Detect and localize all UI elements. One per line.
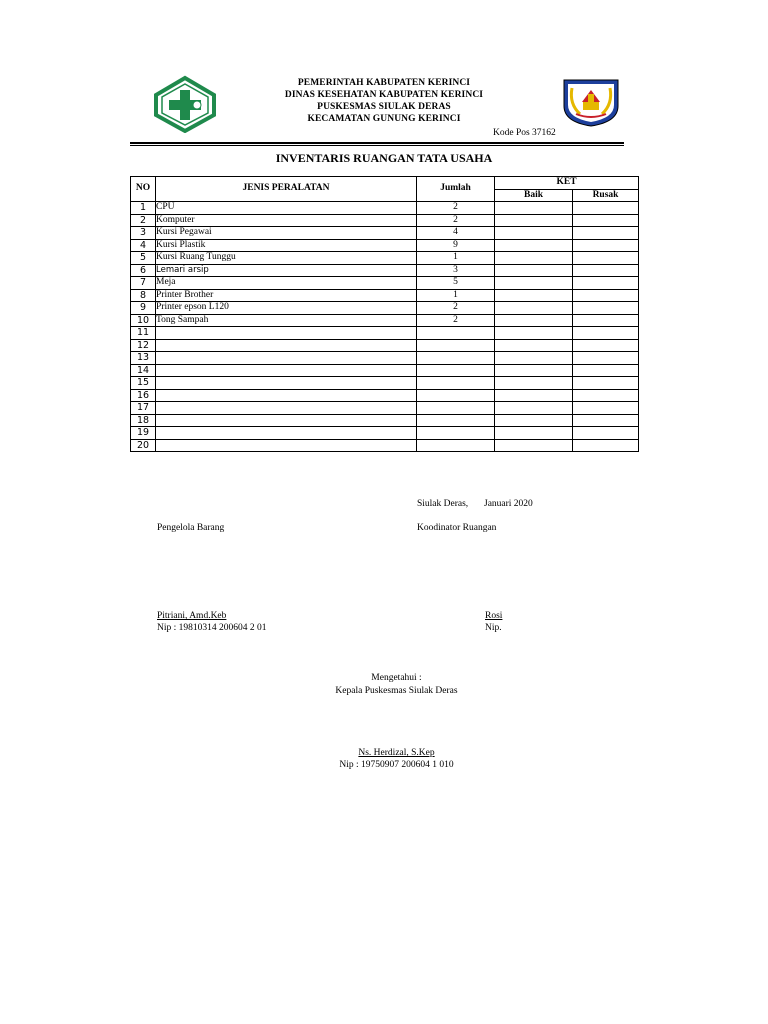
row-no: 9 xyxy=(131,302,156,315)
table-row xyxy=(131,352,639,365)
row-qty xyxy=(417,414,495,427)
row-rusak xyxy=(573,414,639,427)
row-qty xyxy=(417,377,495,390)
row-no: 16 xyxy=(131,389,156,402)
table-row xyxy=(131,264,639,277)
row-item xyxy=(156,327,417,340)
approval-label: Mengetahui : xyxy=(371,673,422,683)
row-no: 3 xyxy=(131,227,156,240)
header-line-2: DINAS KESEHATAN KABUPATEN KERINCI xyxy=(284,90,484,100)
col-header-item: JENIS PERALATAN xyxy=(156,177,417,202)
row-item: Printer Brother xyxy=(156,289,417,302)
row-rusak xyxy=(573,389,639,402)
table-row xyxy=(131,402,639,415)
row-baik xyxy=(495,314,573,327)
row-baik xyxy=(495,377,573,390)
row-rusak xyxy=(573,377,639,390)
table-row xyxy=(131,364,639,377)
table-row xyxy=(131,227,639,240)
col-header-baik: Baik xyxy=(495,189,573,202)
row-qty: 5 xyxy=(417,277,495,290)
row-baik xyxy=(495,352,573,365)
table-row xyxy=(131,339,639,352)
header-divider-thin xyxy=(130,145,624,146)
row-baik xyxy=(495,289,573,302)
row-qty xyxy=(417,427,495,440)
row-baik xyxy=(495,302,573,315)
row-no: 17 xyxy=(131,402,156,415)
sign-date: Januari 2020 xyxy=(484,499,533,509)
row-rusak xyxy=(573,239,639,252)
row-no: 11 xyxy=(131,327,156,340)
table-row xyxy=(131,314,639,327)
row-baik xyxy=(495,439,573,452)
row-rusak xyxy=(573,214,639,227)
row-rusak xyxy=(573,252,639,265)
row-item xyxy=(156,402,417,415)
row-rusak xyxy=(573,327,639,340)
row-rusak xyxy=(573,264,639,277)
document-title: INVENTARIS RUANGAN TATA USAHA xyxy=(275,151,493,165)
row-qty xyxy=(417,352,495,365)
row-item: Printer epson L120 xyxy=(156,302,417,315)
table-row xyxy=(131,202,639,215)
row-no: 14 xyxy=(131,364,156,377)
row-rusak xyxy=(573,439,639,452)
table-row xyxy=(131,302,639,315)
row-no: 12 xyxy=(131,339,156,352)
table-row xyxy=(131,439,639,452)
table-row xyxy=(131,377,639,390)
sign-place: Siulak Deras, xyxy=(417,499,469,509)
row-no: 6 xyxy=(131,264,156,277)
header-divider xyxy=(130,142,624,144)
row-no: 8 xyxy=(131,289,156,302)
row-qty xyxy=(417,339,495,352)
table-row xyxy=(131,277,639,290)
row-item: Komputer xyxy=(156,214,417,227)
kerinci-regency-emblem-icon xyxy=(560,76,622,128)
row-item xyxy=(156,439,417,452)
approval-name xyxy=(0,748,768,758)
row-no: 19 xyxy=(131,427,156,440)
row-qty xyxy=(417,389,495,402)
table-row xyxy=(131,389,639,402)
row-rusak xyxy=(573,227,639,240)
row-item: Meja xyxy=(156,277,417,290)
table-row xyxy=(131,289,639,302)
table-row xyxy=(131,214,639,227)
row-qty: 2 xyxy=(417,314,495,327)
row-no: 20 xyxy=(131,439,156,452)
row-item xyxy=(156,427,417,440)
left-signer-nip: Nip : 19810314 200604 2 01 xyxy=(157,623,267,633)
row-no: 13 xyxy=(131,352,156,365)
table-row xyxy=(131,252,639,265)
inventory-table xyxy=(130,176,639,452)
row-item: Kursi Plastik xyxy=(156,239,417,252)
right-signer-nip: Nip. xyxy=(485,623,502,633)
right-signer-role: Koodinator Ruangan xyxy=(417,523,497,533)
row-item xyxy=(156,377,417,390)
header-line-4: KECAMATAN GUNUNG KERINCI xyxy=(307,114,461,124)
row-item: Kursi Pegawai xyxy=(156,227,417,240)
col-header-ket: KET xyxy=(495,177,639,190)
header-line-3: PUSKESMAS SIULAK DERAS xyxy=(317,102,451,112)
row-rusak xyxy=(573,339,639,352)
row-baik xyxy=(495,264,573,277)
row-qty: 3 xyxy=(417,264,495,277)
row-no: 4 xyxy=(131,239,156,252)
row-qty: 1 xyxy=(417,252,495,265)
row-item xyxy=(156,364,417,377)
table-row xyxy=(131,427,639,440)
row-baik xyxy=(495,402,573,415)
table-row xyxy=(131,327,639,340)
row-baik xyxy=(495,327,573,340)
row-no: 2 xyxy=(131,214,156,227)
row-qty xyxy=(417,402,495,415)
row-qty: 9 xyxy=(417,239,495,252)
col-header-qty: Jumlah xyxy=(417,177,495,202)
row-no: 7 xyxy=(131,277,156,290)
row-item xyxy=(156,414,417,427)
row-item xyxy=(156,339,417,352)
row-qty xyxy=(417,364,495,377)
row-qty: 2 xyxy=(417,214,495,227)
row-baik xyxy=(495,389,573,402)
row-no: 15 xyxy=(131,377,156,390)
row-baik xyxy=(495,239,573,252)
row-baik xyxy=(495,364,573,377)
row-no: 5 xyxy=(131,252,156,265)
right-signer-name: Rosi xyxy=(485,611,503,621)
row-baik xyxy=(495,339,573,352)
row-baik xyxy=(495,227,573,240)
row-rusak xyxy=(573,289,639,302)
row-qty xyxy=(417,439,495,452)
row-qty xyxy=(417,327,495,340)
header-line-1: PEMERINTAH KABUPATEN KERINCI xyxy=(297,78,471,88)
table-row xyxy=(131,239,639,252)
row-qty: 4 xyxy=(417,227,495,240)
postal-code: Kode Pos 37162 xyxy=(493,128,556,138)
row-item: Kursi Ruang Tunggu xyxy=(156,252,417,265)
row-baik xyxy=(495,427,573,440)
row-qty: 2 xyxy=(417,202,495,215)
row-no: 10 xyxy=(131,314,156,327)
row-qty: 1 xyxy=(417,289,495,302)
row-rusak xyxy=(573,427,639,440)
row-no: 1 xyxy=(131,202,156,215)
col-header-no: NO xyxy=(131,177,156,202)
row-rusak xyxy=(573,402,639,415)
left-signer-name: Pitriani, Amd.Keb xyxy=(157,611,227,621)
row-item: CPU xyxy=(156,202,417,215)
row-rusak xyxy=(573,302,639,315)
row-baik xyxy=(495,214,573,227)
table-row xyxy=(131,414,639,427)
row-baik xyxy=(495,202,573,215)
row-baik xyxy=(495,252,573,265)
row-item xyxy=(156,389,417,402)
row-item xyxy=(156,352,417,365)
row-rusak xyxy=(573,364,639,377)
row-rusak xyxy=(573,277,639,290)
row-item: Tong Sampah xyxy=(156,314,417,327)
approval-role: Kepala Puskesmas Siulak Deras xyxy=(335,686,458,696)
row-rusak xyxy=(573,314,639,327)
row-rusak xyxy=(573,352,639,365)
col-header-rusak: Rusak xyxy=(573,189,639,202)
row-item: Lemari arsip xyxy=(156,264,417,277)
row-qty: 2 xyxy=(417,302,495,315)
row-baik xyxy=(495,414,573,427)
approval-nip: Nip : 19750907 200604 1 010 xyxy=(339,760,454,770)
row-baik xyxy=(495,277,573,290)
row-no: 18 xyxy=(131,414,156,427)
left-signer-role: Pengelola Barang xyxy=(157,523,225,533)
row-rusak xyxy=(573,202,639,215)
approval-name-text: Ns. Herdizal, S.Kep xyxy=(358,748,435,758)
